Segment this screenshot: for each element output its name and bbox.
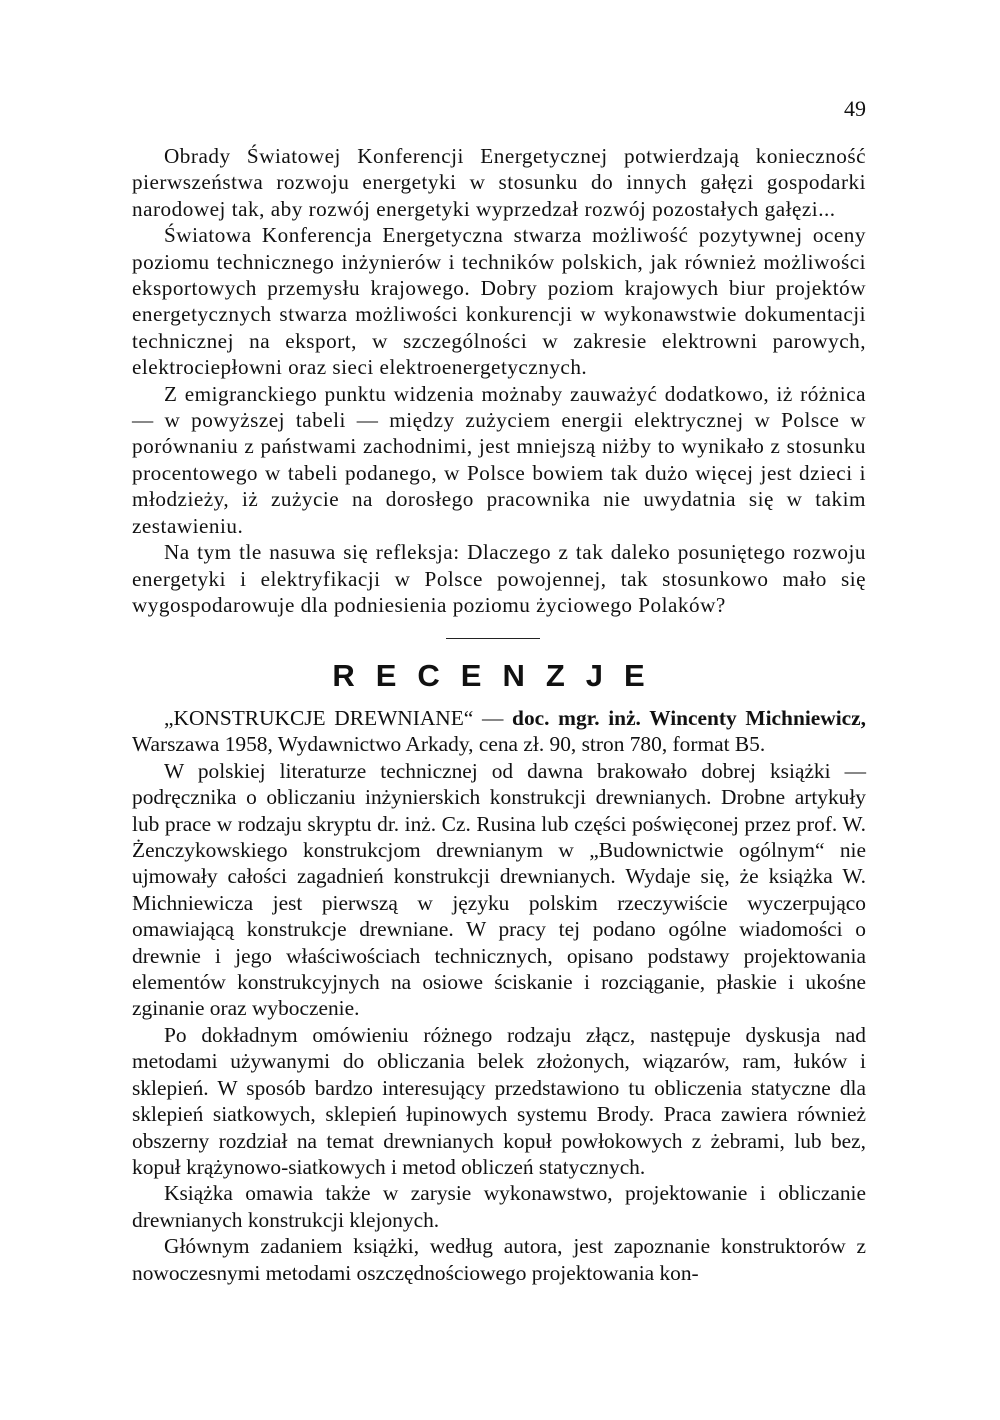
review-section — [132, 705, 866, 1286]
book-title: „KONSTRUKCJE DREWNIANE“ — [164, 706, 474, 730]
paragraph: Obrady Światowej Konferencji Energetycznej potwierdzają konieczność pierwszeństwa rozwoju energetyki w stosunku do innych gałęzi gospodarki narodowej tak, aby rozwój energetyki wyprzedzał rozwój pozostałych gałęzi... — [132, 144, 866, 221]
page-number: 49 — [844, 96, 866, 121]
paragraph: Po dokładnym omówieniu różnego rodzaju złącz, następuje dyskusja nad metodami używanymi do obliczania belek złożonych, wiązarów, ram, łuków i sklepień. W sposób bardzo interesujący przedstawiono tu obliczenia statyczne dla sklepień siatkowych, sklepień łupinowych systemu Brody. Praca zawiera również obszerny rozdział na temat drewnianych kopuł powłokowych z żebrami, lub bez, kopuł krążynowo-siatkowych i metod obliczeń statycznych. — [132, 1022, 866, 1179]
paragraph: Z emigranckiego punktu widzenia możnaby zauważyć dodatkowo, iż różnica — w powyższej tabeli — między zużyciem energii elektrycznej w Polsce w porównaniu z państwami zachodnimi, jest mniejszą niżby to wynikało z stosunku procentowego w tabeli podanego, w Polsce bowiem tak dużo więcej jest dzieci i młodzieży, iż zużycie na dorosłego pracownika nie uwydatnia się w takim zestawieniu. — [132, 381, 866, 538]
article-conclusion — [132, 143, 866, 618]
section-heading: RECENZJE — [332, 658, 666, 693]
paragraph: W polskiej literaturze technicznej od dawna brakowało dobrej książki — podręcznika o obliczaniu inżynierskich konstrukcji drewnianych. Drobne artykuły lub prace w rodzaju skryptu dr. inż. Cz. Rusina lub części poświęconej przez prof. W. Żenczykowskiego konstrukcjom drewnianym w „Budownictwie ogólnym“ nie ujmowały całości zagadnień konstrukcji drewnianych. Wydaje się, że książka W. Michniewicza jest pierwszą w języku polskim rzeczywiście wyczerpująco omawiającą konstrukcje drewniane. W pracy tej podano ogólne wiadomości o drewnie i jego właściwościach technicznych, opisano podstawy projektowania elementów konstrukcyjnych na osiowe ściskanie i rozciąganie, płaskie i ukośne zginanie oraz wyboczenie. — [132, 758, 866, 1021]
paragraph: Na tym tle nasuwa się refleksja: Dlaczego z tak daleko posuniętego rozwoju energetyki i elektryfikacji w Polsce powojennej, tak stosunkowo mało się wygospodarowuje dla podniesienia poziomu życiowego Polaków? — [132, 540, 866, 617]
review-citation — [132, 705, 866, 758]
paragraph: Głównym zadaniem książki, według autora, jest zapoznanie konstruktorów z nowoczesnymi metodami oszczędnościowego projektowania kon- — [132, 1234, 866, 1285]
citation-dash: — — [473, 706, 513, 730]
book-author: doc. mgr. inż. Wincenty Michniewicz, — [512, 706, 866, 730]
paragraph: Światowa Konferencja Energetyczna stwarza możliwość pozytywnej oceny poziomu technicznego inżynierów i techników polskich, jak również możliwości eksportowych przemysłu krajowego. Dobry poziom krajowych biur projektów energetycznych stwarza możliwości konkurencji w wykonawstwie dokumentacji technicznej na eksport, w szczególności w zakresie elektrowni parowych, elektrociepłowni oraz sieci elektroenergetycznych. — [132, 223, 866, 380]
paragraph: Książka omawia także w zarysie wykonawstwo, projektowanie i obliczanie drewnianych konstrukcji klejonych. — [132, 1181, 866, 1232]
section-divider — [446, 638, 540, 639]
publication-details: Warszawa 1958, Wydawnictwo Arkady, cena zł. 90, stron 780, format B5. — [132, 732, 766, 757]
